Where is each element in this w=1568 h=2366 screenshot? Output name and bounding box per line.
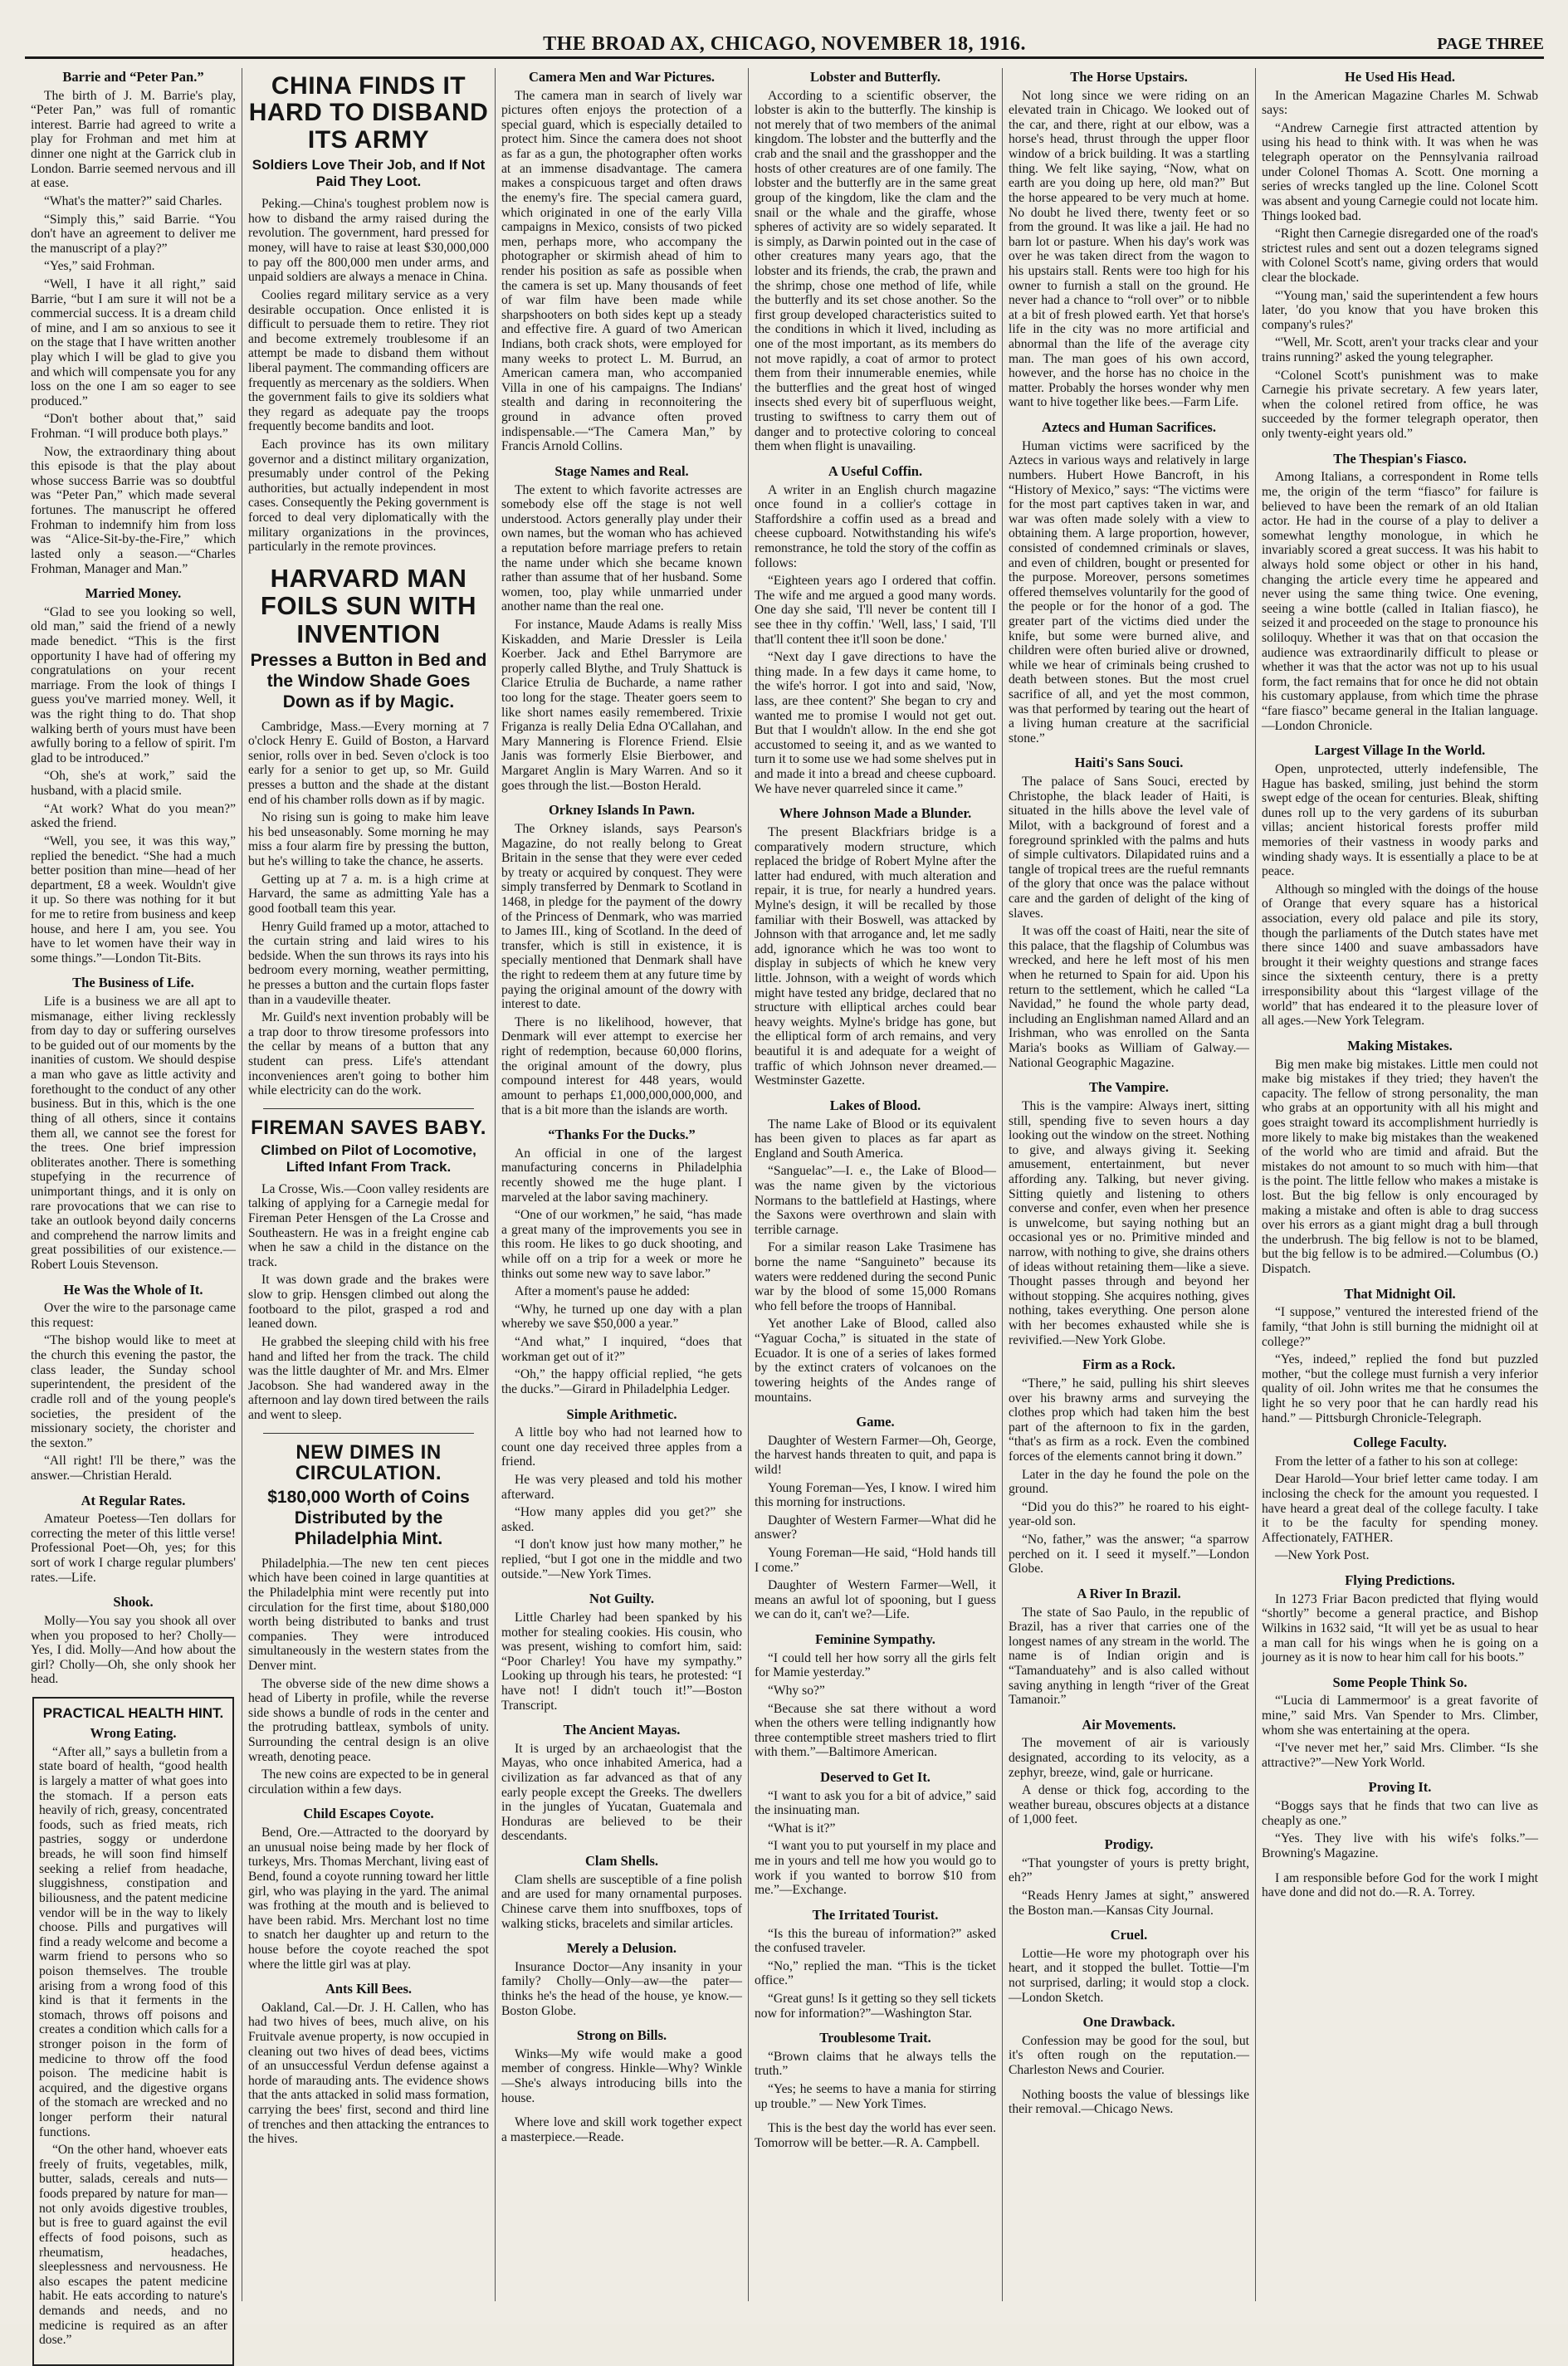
article-paragraph: Confession may be good for the soul, but it's often rough on the reputation.—Charleston News and Courier. xyxy=(1009,2033,1249,2078)
article-paragraph: It is urged by an archaeologist that the Mayas, who once inhabited America, had a civilization as far advanced as that of any early people except the Greeks. The dwellers in the jungles of Yucatan, Guatemala and Honduras are believed to be their descendants. xyxy=(501,1741,742,1844)
story-deck: $180,000 Worth of Coins Distributed by the Philadelphia Mint. xyxy=(267,1488,470,1548)
article-paragraph: For a similar reason Lake Trasimene has borne the name “Sanguineto” because its waters were reddened during the second Punic war by the blood of some 15,000 Romans who fell before the troops of Hannibal. xyxy=(755,1240,996,1313)
article-paragraph: The Orkney islands, says Pearson's Magazine, do not really belong to Great Britain in the sense that they were ever ceded by treaty or acquired by conquest. They were simply transferred by Denmark to Scotland in 1468, in pledge for the payment of the dowry of the Princess of Denmark, who was married to James III., king of Scotland. In the deed of transfer, which is still in existence, it is specially mentioned that Denmark shall have the right to redeem them at any future time by paying the original amount of the dowry with interest to date. xyxy=(501,821,742,1012)
article xyxy=(31,1493,236,1586)
article-paragraph: “I suppose,” ventured the interested friend of the family, “that John is still burning the midnight oil at college?” xyxy=(1262,1305,1538,1349)
article xyxy=(501,1854,742,1931)
story-paragraph: Philadelphia.—The new ten cent pieces which have been coined in large quantities at the Philadelphia mint were recently put into circulation for the first time, about $180,000 worth being distributed to banks and trust companies. They were introduced simultaneously in the western states from the Denver mint. xyxy=(248,1556,489,1673)
story-paragraph: La Crosse, Wis.—Coon valley residents are talking of applying for a Carnegie medal for Fireman Peter Hensgen of the La Crosse and Southeastern. He was in a freight engine cab when he saw a child in the distance on the track. xyxy=(248,1181,489,1269)
article-paragraph: “Right then Carnegie disregarded one of the road's strictest rules and sent out a dozen telegrams signed with Colonel Scott's name, giving orders that would clear the blockade. xyxy=(1262,227,1538,285)
article-paragraph: “Well, you see, it was this way,” replied the benedict. “She had a much better position than mine—head of her department, £8 a week. Wouldn't give it up. So there was nothing for it but for me to retire from business and keep house, and here I am, you see. You have to let women have their way in some things.”—London Tit-Bits. xyxy=(31,833,236,965)
article-paragraph: “Brown claims that he always tells the truth.” xyxy=(755,2049,996,2079)
article-paragraph: Not long since we were riding on an elevated train in Chicago. We looked out of the car, and there, right at our elbow, was a horse's head, thrust through the upper floor window of a brick building. It was a startling thing. We felt like saying, “Now, what on earth are you doing up here, old man?” But the horse appeared to be very much at home. No doubt he lived there, twenty feet or so from the ground. It was like a jail. He had no barn lot or pasture. When his day's work was over he was taken direct from the wagon to his upstairs stall. Rents were too high for his owner to furnish a stall on the ground. He never had a chance to “roll over” or to nibble at a bit of fresh plowed earth. Yet that horse's life in the city was no more artificial and abnormal than the life of the average city man. The man goes of his own accord, however, and the horse has no choice in the matter. Probably the horses wonder why men want to hive together like bees.—Farm Life. xyxy=(1009,88,1249,410)
article-paragraph: “Andrew Carnegie first attracted attention by using his head to think with. It was when he was telegraph operator on the Pennsylvania railroad under Colonel Thomas A. Scott. One morning a series of wrecks tangled up the line. Colonel Scott was absent and young Carnegie could not locate him. Things looked bad. xyxy=(1262,120,1539,223)
article xyxy=(501,1127,742,1396)
article xyxy=(755,1908,996,2021)
article-title: Married Money. xyxy=(85,585,182,602)
article xyxy=(501,1941,742,2018)
story-deck: Climbed on Pilot of Locomotive, Lifted Infant From Track. xyxy=(261,1141,476,1175)
article-paragraph: A dense or thick fog, according to the weather bureau, obscures objects at a distance of 1,000 feet. xyxy=(1009,1783,1249,1827)
article-paragraph: Life is a business we are all apt to mismanage, either living recklessly from day to day or suffering ourselves to be guided out of our moments by the inanities of custom. We should despise a man who gave as little activity and forethought to the conduct of any other business. But in this, which is the one thing of all others, since it contains them all, we cannot see the forest for the trees. One brief impression obliterates another. There is something stupefying in the recurrence of unimportant things, and it is only on rare provocations that we can rise to take an outlook beyond daily concerns and comprehend the narrow limits and great possibilities of our existence.—Robert Louis Stevenson. xyxy=(31,995,236,1273)
story-headline: CHINA FINDS IT HARD TO DISBAND ITS ARMY xyxy=(248,72,489,154)
article xyxy=(755,1632,996,1760)
article-paragraph: “That youngster of yours is pretty bright, eh?” xyxy=(1009,1855,1249,1885)
article-paragraph: After a moment's pause he added: xyxy=(515,1284,691,1299)
story-headline: FIREMAN SAVES BABY. xyxy=(251,1116,486,1139)
article-title: Camera Men and War Pictures. xyxy=(528,69,716,85)
column-3 xyxy=(496,68,748,2310)
article-paragraph: Clam shells are susceptible of a fine polish and are used for many ornamental purposes. Chinese carve them into snuffboxes, tops of walking sticks, bracelets and similar articles. xyxy=(501,1872,742,1931)
article-paragraph: From the letter of a father to his son at college: xyxy=(1275,1454,1518,1469)
article-paragraph: Winks—My wife would make a good member of congress. Hinkle—Why? Winkle—She's always introducing bills into the house. xyxy=(501,2046,742,2105)
article-paragraph: For instance, Maude Adams is really Miss Kiskadden, and Marie Dressler is Leila Koerber. Jack and Ethel Barrymore are properly called Blythe, and Truly Shattuck is Clarice Etrulia de Bucharde, a name rather too long for the stage. Theater goers seem to like short names easily remembered. Trixie Friganza is really Delia Edna O'Callahan, and Mary Mannering is Florence Friend. Elsie Janis was formerly Elsie Bierbower, and Margaret Anglin is Mary Warren. And so it goes through the list.—Boston Herald. xyxy=(501,618,742,793)
masthead-title: THE BROAD AX, CHICAGO, NOVEMBER 18, 1916. xyxy=(543,33,1026,55)
health-hint-title: PRACTICAL HEALTH HINT. xyxy=(42,1704,224,1721)
article-paragraph: “Yes; he seems to have a mania for stirring up trouble.” — New York Times. xyxy=(755,2082,996,2111)
article xyxy=(1009,755,1249,1070)
closing-quote: Nothing boosts the value of blessings like their removal.—Chicago News. xyxy=(1009,2087,1249,2117)
article-title: Clam Shells. xyxy=(584,1853,658,1870)
news-story xyxy=(248,73,489,555)
article-paragraph: “On the other hand, whoever eats freely of fruits, vegetables, milk, butter, salads, cereals and nuts—foods prepared by nature for man—not only avoids digestive troubles, but is free to guard against the evil effects of food poisons, such as rheumatism, headaches, sleeplessness and nervousness. He also escapes the patent medicine habit. He eats according to nature's demands and needs, and no medicine is required as an after dose.” xyxy=(39,2143,227,2348)
article xyxy=(501,70,742,454)
article xyxy=(1009,1080,1249,1347)
article-paragraph: “What is it?” xyxy=(768,1821,836,1836)
article-paragraph: The camera man in search of lively war pictures often enjoys the protection of a special guard, which is especially detailed to protect him. Since the camera does not shoot as far as a gun, the photographer often works at an immense disadvantage. The camera makes a conspicuous target and often draws the enemy's fire. The special camera guard, which originated in one of the early Villa campaigns in Mexico, consists of two picked men, perhaps more, who accompany the photographer or skirmish ahead of him to render his position as safe as possible when the camera is set up. Many thousands of feet of war film have been made while sharpshooters on both sides kept up a steady and effective fire. A guard of two American Indians, both crack shots, were employed for many weeks to protect L. M. Burrud, an American camera man, who accompanied Villa in one of his campaigns. The Indians' stealth and daring in reconnoitering the ground in advance often proved indispensable.—“The Camera Man,” by Francis Arnold Collins. xyxy=(501,88,742,454)
article-paragraph: He was very pleased and told his mother afterward. xyxy=(501,1473,742,1502)
article-paragraph: “Because she sat there without a word when the others were telling indignantly how three contemptible street mashers tried to flirt with them.”—Baltimore American. xyxy=(755,1701,996,1760)
article xyxy=(31,586,236,965)
article-title: Flying Predictions. xyxy=(1345,1572,1455,1589)
article xyxy=(31,975,236,1272)
article xyxy=(501,1407,742,1582)
article-paragraph: “Sanguelac”—I. e., the Lake of Blood—was the name given by the victorious Normans to the battlefield at Hastings, where the Saxons were overthrown and slain with terrible carnage. xyxy=(755,1164,996,1237)
article xyxy=(1262,1287,1538,1426)
closing-quote: I am responsible before God for the work I might have done and did not do.—R. A. Torrey. xyxy=(1262,1870,1538,1900)
article xyxy=(755,1098,996,1405)
article-title: Shook. xyxy=(113,1594,154,1611)
story-paragraph: Getting up at 7 a. m. is a high crime at Harvard, the same as admitting Yale has a good football team this year. xyxy=(248,872,489,916)
article-title: Making Mistakes. xyxy=(1347,1037,1453,1053)
article-title: Haiti's Sans Souci. xyxy=(1074,755,1184,771)
article-paragraph: “Yes,” said Frohman. xyxy=(44,259,155,274)
article-paragraph: A little boy who had not learned how to count one day received three apples from a friend. xyxy=(501,1425,742,1469)
article-paragraph: The state of Sao Paulo, in the republic of Brazil, has a river that carries one of the longest names of any stream in the world. The name is of Indian origin and is “Tamanduatehy” and is also called without saving anything in length “river of the Great Tamanoir.” xyxy=(1009,1605,1249,1708)
article-paragraph: This is the vampire: Always inert, sitting still, spending five to seven hours a day looking out the window on the street. Nothing to give, and always giving it. Seeking amusement, entertainment, but never affording any. Talking, but never giving. Sitting quietly and listening to others converse and confer, even when her presence is unwelcome, but saying nothing but an occasional yes or no. Primitive minded and narrow, with nothing to give, she drains others of ideas without retaining them—like a sieve. Thought passes through and beyond her without stopping. She acquires nothing, gives nothing, takes everything. One person alone with her becomes exhausted while she is revivified.—New York Globe. xyxy=(1009,1098,1249,1347)
article-paragraph: “Why, he turned up one day with a plan whereby we save $50,000 a year.” xyxy=(501,1302,742,1332)
article xyxy=(755,464,996,796)
article-paragraph: Now, the extraordinary thing about this episode is that the play about whose success Barrie was so doubtful was “Peter Pan,” which made several fortunes. The manuscript he offered Frohman to indemnify him from loss was “Alice-Sit-by-the-Fire,” which lasted only a season.—“Charles Frohman, Manager and Man.” xyxy=(31,444,236,576)
article-title: The Irritated Tourist. xyxy=(812,1906,939,1923)
article-paragraph: “Oh,” the happy official replied, “he gets the ducks.”—Girard in Philadelphia Ledger. xyxy=(501,1367,742,1396)
story-headline: NEW DIMES IN CIRCULATION. xyxy=(295,1440,442,1485)
article-paragraph: “No,” replied the man. “This is the ticket office.” xyxy=(755,1958,996,1988)
article-title: A River In Brazil. xyxy=(1077,1585,1181,1601)
story-deck: Presses a Button in Bed and the Window Shade Goes Down as if by Magic. xyxy=(250,651,487,711)
column-1 xyxy=(25,68,242,2348)
article-title: Strong on Bills. xyxy=(576,2027,667,2044)
article-paragraph: “At work? What do you mean?” asked the friend. xyxy=(31,801,236,831)
article-paragraph: Big men make big mistakes. Little men could not make big mistakes if they tried; they haven't the capacity. The fellow of strong personality, the man who grabs at an opportunity with all his might and goes straight toward its accomplishment hurriedly is more likely to make big mistakes than the weakened of the world who are timid and afraid. But the mistakes do not amount to so much with him—that is the point. The little fellow who makes a mistake is lost. But the big fellow is only encouraged by making a mistake and often is able to drag success over his errors as a giant might drag a bull through the underbrush. The big fellow is not to be blamed, but the big fellow is to be admired.—Columbus (O.) Dispatch. xyxy=(1262,1057,1538,1277)
article xyxy=(755,806,996,1088)
article-title: He Used His Head. xyxy=(1345,69,1455,85)
article-paragraph: “'Lucia di Lammermoor' is a great favorite of mine,” said Mrs. Van Spender to Mrs. Climber, whom she was entertaining at the opera. xyxy=(1262,1694,1538,1738)
article-paragraph: “I don't know just how many mother,” he replied, “but I got one in the middle and two outside.”—New York Times. xyxy=(501,1537,742,1581)
article-title: Child Escapes Coyote. xyxy=(303,1806,434,1822)
article-title: Troublesome Trait. xyxy=(819,2030,931,2046)
article-paragraph: “I could tell her how sorry all the girls felt for Mamie yesterday.” xyxy=(755,1650,996,1680)
article xyxy=(1262,70,1538,442)
article-title: “Thanks For the Ducks.” xyxy=(548,1127,696,1143)
article-paragraph: “Don't bother about that,” said Frohman. “I will produce both plays.” xyxy=(31,412,236,442)
article-paragraph: “All right! I'll be there,” was the answer.—Christian Herald. xyxy=(31,1454,236,1483)
article-title: The Horse Upstairs. xyxy=(1070,69,1188,85)
article-paragraph: Little Charley had been spanked by his mother for stealing cookies. His cousin, who was present, wishing to comfort him, said: “Poor Charley! You have my sympathy.” Looking up through his tears, he protested: “I have not! I didn't touch it!”—Boston Transcript. xyxy=(501,1610,742,1713)
column-2 xyxy=(242,68,495,2310)
article-title: Where Johnson Made a Blunder. xyxy=(779,805,972,822)
article xyxy=(1009,1718,1249,1827)
article-paragraph: It was off the coast of Haiti, near the site of this palace, that the flagship of Columbus was wrecked, and here he left most of his men when he returned to Spain for aid. Upon his return to the settlement, which he called “La Navidad,” he found the whole party dead, including an Englishman named Allard and an Irishman, who was enrolled on the Santa Maria's books as William of Galway.—National Geographic Magazine. xyxy=(1009,924,1249,1070)
article xyxy=(1009,1837,1249,1918)
article-paragraph: Daughter of Western Farmer—What did he answer? xyxy=(755,1513,996,1542)
article xyxy=(755,1770,996,1898)
column-4 xyxy=(749,68,1002,2310)
article-paragraph: “I want to ask you for a bit of advice,” said the insinuating man. xyxy=(755,1788,996,1818)
article-paragraph: “The bishop would like to meet at the church this evening the pastor, the class leader, the Sunday school superintendent, the president of the cradle roll and of the young people's societies, the president of the missionary society, the chorister and the sexton.” xyxy=(31,1333,236,1450)
article-paragraph: In 1273 Friar Bacon predicted that flying would “shortly” become a general practice, and Bishop Wilkins in 1632 said, “It will yet be as usual to hear a man call for his wings when he is going on a journey as it is now to hear him call for his boots.” xyxy=(1262,1591,1538,1665)
divider xyxy=(263,1433,474,1434)
article-paragraph: “Great guns! Is it getting so they sell tickets now for information?”—Washington Star. xyxy=(755,1991,996,2021)
article-paragraph: “'Well, Mr. Scott, aren't your tracks clear and your trains running?' asked the young telegrapher. xyxy=(1262,335,1538,364)
article-title: At Regular Rates. xyxy=(81,1492,186,1508)
article-paragraph: Among Italians, a correspondent in Rome tells me, the origin of the term “fiasco” for failure is believed to have been the remark of an old Italian actor. He had in the course of a play to deliver a somewhat lengthy monologue, in which he invariably scored a great success. It was his habit to always hold some object or other in his hand, changing the article every time he appeared and never using the same thing twice. One evening, seeing a wine bottle (called in Italian fiasco), he seized it and proceeded on the stage to pronounce his soliloquy. Whether it was that on that occasion the audience was extraordinarily difficult to please or whether it was that the actor was not up to his usual form, the fact remains that for once he did not obtain his customary applause, from which time the phrase “fare fiasco” became general in the Italian language.—London Chronicle. xyxy=(1262,470,1538,733)
article-paragraph: —New York Post. xyxy=(1275,1548,1370,1563)
article-paragraph: “No, father,” was the answer; “a sparrow perched on it. I seed it myself.”—London Globe. xyxy=(1009,1533,1249,1577)
article-paragraph: Yet another Lake of Blood, called also “Yaguar Cocha,” is situated in the state of Ecuador. It is one of a series of lakes formed by the extinct craters of volcanoes on the towering heights of the Andes range of mountains. xyxy=(755,1317,996,1405)
article-paragraph: The extent to which favorite actresses are somebody else off the stage is not well understood. Actors generally play under their own names, but the woman who has achieved a reputation before marriage prefers to retain the name under which she became known rather than assume that of her husband. Some women, too, play while unmarried under another name than the real one. xyxy=(501,482,742,614)
article-paragraph: Daughter of Western Farmer—Oh, George, the harvest hands threaten to quit, and papa is wild! xyxy=(755,1433,996,1477)
story-paragraph: He grabbed the sleeping child with his free hand and lifted her from the track. The child was the little daughter of Mr. and Mrs. Elmer Jacobson. She had wandered away in the afternoon and lay down tired between the rails and went to sleep. xyxy=(248,1334,489,1422)
article-paragraph: “Eighteen years ago I ordered that coffin. The wife and me argued a good many words. One day she said, 'I'll never be content till I see thee in thy coffin.' 'Well, lass,' I said, 'I'll that'll content thee it'll soon be done.' xyxy=(755,574,996,647)
article-title: Barrie and “Peter Pan.” xyxy=(62,69,204,85)
closing-quote: Where love and skill work together expect a masterpiece.—Reade. xyxy=(501,2115,742,2144)
article-paragraph: The name Lake of Blood or its equivalent has been given to places as far apart as England and South America. xyxy=(755,1117,996,1161)
article xyxy=(1262,1039,1538,1277)
article-paragraph: “There,” he said, pulling his shirt sleeves over his brawny arms and surveying the clothes prop which had taken him the best part of the afternoon to fix in the garden, “that's as firm as a rock. Even the combined forces of the elements cannot bring it down.” xyxy=(1009,1376,1249,1464)
article-paragraph: “How many apples did you get?” she asked. xyxy=(501,1505,742,1534)
article xyxy=(1009,1357,1249,1577)
story-deck: Soldiers Love Their Job, and If Not Paid They Loot. xyxy=(252,157,486,190)
story-paragraph: Each province has its own military governor and a distinct military organization, presumably under control of the Peking authorities, but actually independent in most cases. Consequently the Peking government is forced to deal very diplomatically with the military organizations in the provinces, particularly in the remote provinces. xyxy=(248,438,489,555)
article-paragraph: “Simply this,” said Barrie. “You don't have an agreement to deliver me the manuscript of a play?” xyxy=(31,212,236,256)
closing-quote: This is the best day the world has ever seen. Tomorrow will be better.—R. A. Campbell. xyxy=(755,2121,996,2150)
article-paragraph: “I want you to put yourself in my place and me in yours and tell me how you would go to work if you wanted to borrow $10 from me.”—Exchange. xyxy=(755,1839,996,1898)
article-paragraph: Oakland, Cal.—Dr. J. H. Callen, who has had two hives of bees, much alive, on his Fruitvale avenue property, is now occupied in cleaning out two hives of dead bees, victims of an unsuccessful Verdun defense against a horde of marauding ants. The evidence shows that the ants attacked in solid mass formation, carrying the bees' first, second and third line of trenches and then attacking the entrances to the hives. xyxy=(248,2000,489,2147)
article xyxy=(1009,1928,1249,2005)
article-paragraph: Human victims were sacrificed by the Aztecs in various ways and relatively in large numbers. Hubert Howe Bancroft, in his “History of Mexico,” says: “The victims were for the most part captives taken in war, and war was often made solely with a view to obtaining them. A large proportion, however, consisted of condemned criminals or slaves, and even of children, bought or presented for the purpose. Moreover, persons sometimes offered themselves voluntarily for the good of the people or for the honor of a god. The greater part of the victims died under the knife, but some were burned alive, and children were often buried alive or drowned, while we hear of criminals being crushed to death between stones. But the most cruel sacrifice of all, and yet the most common, was that performed by tearing out the heart of a living human creature at the sacrificial stone.” xyxy=(1009,438,1249,745)
article-title: Orkney Islands In Pawn. xyxy=(548,802,696,819)
article xyxy=(31,1595,236,1687)
article-paragraph: “Oh, she's at work,” said the husband, with a placid smile. xyxy=(31,769,236,799)
article-title: Air Movements. xyxy=(1082,1716,1176,1733)
article xyxy=(755,2031,996,2111)
story-headline: HARVARD MAN FOILS SUN WITH INVENTION xyxy=(260,563,477,648)
article-paragraph: “Is this the bureau of information?” asked the confused traveler. xyxy=(755,1926,996,1956)
article xyxy=(1262,1675,1538,1771)
story-paragraph: Cambridge, Mass.—Every morning at 7 o'clock Henry E. Guild of Boston, a Harvard senior, rolls over in bed. Seven o'clock is too early for a senior to get up, so Mr. Guild presses a button and the shade at the distant end of his chamber rolls down as if by magic. xyxy=(248,719,489,807)
article-paragraph: There is no likelihood, however, that Denmark will ever attempt to exercise her right of redemption, because 60,000 florins, the original amount of the dowry, plus compound interest for 448 years, would amount to perhaps £1,000,000,000,000, and that is a bit more than the islands are worth. xyxy=(501,1014,742,1117)
news-story xyxy=(248,1117,489,1423)
article-title: Ants Kill Bees. xyxy=(325,1981,413,1997)
article-paragraph: Young Foreman—He said, “Hold hands till I come.” xyxy=(755,1546,996,1575)
article xyxy=(501,1591,742,1713)
column-6 xyxy=(1256,68,1544,2310)
article-paragraph: Later in the day he found the pole on the ground. xyxy=(1009,1467,1249,1497)
news-story xyxy=(248,1442,489,1797)
article-paragraph: Insurance Doctor—Any insanity in your family? Cholly—Only—aw—the pater—thinks he's the head of the house, ye know.—Boston Globe. xyxy=(501,1959,742,2018)
article-title: Proving It. xyxy=(1368,1779,1432,1796)
article-paragraph: “Why so?” xyxy=(768,1683,825,1698)
article-title: Wrong Eating. xyxy=(90,1725,177,1742)
article xyxy=(1009,1586,1249,1708)
article-title: The Vampire. xyxy=(1089,1079,1169,1096)
article-title: Firm as a Rock. xyxy=(1082,1357,1175,1373)
article-paragraph: The birth of J. M. Barrie's play, “Peter Pan,” was full of romantic interest. Barrie had agreed to write a play for Frohman and met him at dinner one night at the Garrick club in London. Barrie seemed nervous and ill at ease. xyxy=(31,88,236,191)
article-paragraph: The present Blackfriars bridge is a comparatively modern structure, which replaced the bridge of Robert Mylne after the latter had endured, with much alteration and repair, it is true, for nearly a hundred years. Mylne's design, it will be recalled by those familiar with their Boswell, was attacked by Johnson with that arrogance and, let me sadly add, ignorance which he was too wont to display in subjects of which he knew very little. Johnson, with a weight of words which might have tested any bridge, declared that no structure with elliptical arches could bear heavy weights. Mylne's bridge has gone, but the elliptical form of arch remains, and very beautiful it is and adequate for a weight of traffic of which Johnson never dreamed.—Westminster Gazette. xyxy=(755,824,996,1088)
article-title: Prodigy. xyxy=(1104,1836,1154,1853)
article-paragraph: “Yes. They live with his wife's folks.”—Browning's Magazine. xyxy=(1262,1831,1538,1860)
article xyxy=(755,70,996,454)
article xyxy=(31,1283,236,1484)
article-paragraph: “Boggs says that he finds that two can live as cheaply as one.” xyxy=(1262,1799,1538,1828)
article-paragraph: Molly—You say you shook all over when you proposed to her? Cholly—Yes, I did. Molly—And how about the girl? Cholly—Oh, she only shook her head. xyxy=(31,1613,236,1687)
article-paragraph: Bend, Ore.—Attracted to the dooryard by an unusual noise being made by her flock of turkeys, Mrs. Thomas Merchant, living east of Bend, found a coyote running toward her little girl, who was playing in the yard. The animal was frothing at the mouth and is believed to have been rabid. Mrs. Merchant lost no time to snatch her daughter up and return to the house before the coyote reached the spot where the little girl was at play. xyxy=(248,1826,489,1972)
article xyxy=(1262,1780,1538,1860)
article-paragraph: “I've never met her,” said Mrs. Climber. “Is she attractive?”—New York World. xyxy=(1262,1741,1538,1770)
article-title: Largest Village In the World. xyxy=(1314,742,1486,759)
story-paragraph: Mr. Guild's next invention probably will be a trap door to throw tiresome professors into the cellar by means of a button that any student can press. Life's attendant inconveniences aren't going to bother him while electricity can do the work. xyxy=(248,1010,489,1098)
story-paragraph: Coolies regard military service as a very desirable occupation. Once enlisted it is difficult to persuade them to retire. They riot and become extremely troublesome if an attempt be made to disband them without liberal payment. The commanding officers are frequently as mercenary as the soldiers. When the government fails to give its soldiers what they regard as adequate pay the troops frequently become bandits and loot. xyxy=(248,287,489,434)
column-5 xyxy=(1003,68,1255,2310)
article-paragraph: The movement of air is variously designated, according to its velocity, as a zephyr, breeze, wind, gale or hurricane. xyxy=(1009,1736,1249,1780)
article xyxy=(501,1723,742,1844)
story-paragraph: The new coins are expected to be in general circulation within a few days. xyxy=(248,1767,489,1796)
article-paragraph: “And what,” I inquired, “does that workman get out of it?” xyxy=(501,1335,742,1364)
article xyxy=(31,70,236,576)
article xyxy=(1009,2015,1249,2077)
masthead xyxy=(25,32,1544,59)
article-paragraph: According to a scientific observer, the lobster is akin to the butterfly. The kinship is not merely that of two members of the animal kingdom. The lobster and the butterfly and the crab and the snail and the grasshopper and the hosts of other creatures are of one family. The lobster and the butterfly are in the same great group of the kingdom, like the clam and the snail or the whale and the giraffe, whose spheres of activity are so widely separated. It is simply, as Darwin pointed out in the case of other creatures many years ago, that the lobster and its friends, the crab, the prawn and the shrimp, chose one method of life, while the butterfly and its set chose another. So the first group developed characteristics suited to the conditions in which it lived, including as one of the most important, as its members do not move rapidly, a coat of armor to protect them from their innumerable enemies, while the butterflies and the great host of winged insects shed every bit of superfluous weight, trusting to swiftness to carry them out of danger and to protective coloring to conceal them when flight is unavailing. xyxy=(755,88,996,454)
article xyxy=(1009,420,1249,745)
article-title: Some People Think So. xyxy=(1332,1674,1468,1690)
article-paragraph: “Colonel Scott's punishment was to make Carnegie his private secretary. A few years later, when the colonel retired from office, he was succeeded by the former telegraph operator, then only twenty-eight years old.” xyxy=(1262,368,1538,442)
article-paragraph: A writer in an English church magazine once found in a collier's cottage in Staffordshire a coffin used as a bread and cheese cupboard. Notwithstanding his wife's remonstrance, he told the story of the coffin as follows: xyxy=(755,482,996,570)
story-paragraph: It was down grade and the brakes were slow to grip. Hensgen climbed out along the footboard to the pilot, grasped a rod and leaned down. xyxy=(248,1273,489,1332)
news-story xyxy=(248,565,489,1098)
article-title: That Midnight Oil. xyxy=(1344,1285,1456,1302)
article-paragraph: “What's the matter?” said Charles. xyxy=(44,193,222,208)
article-title: One Drawback. xyxy=(1082,2014,1175,2031)
article-title: Not Guilty. xyxy=(589,1591,654,1607)
article-title: Stage Names and Real. xyxy=(554,462,689,479)
article-paragraph: The palace of Sans Souci, erected by Christophe, the black leader of Haiti, is situated in the hills above the level vale of Milot, with a background of forest and a foreground sprinkled with the palms and huts of simple cultivators. Dilapidated ruins and a tangle of tropical trees are the rueful remnants of the glory that once was the palace without care and the garden of delight of the king of slaves. xyxy=(1009,775,1249,921)
article-title: Aztecs and Human Sacrifices. xyxy=(1042,419,1216,436)
article-paragraph: “Next day I gave directions to have the thing made. In a few days it came home, to the wife's horror. I got into and said, 'Now, lass, are thee content?' She began to cry and wanted me to promise I would not get out. But that I wouldn't allow. In the end she got accustomed to seeing it, and as we wanted to turn it to some use we had some shelves put in and made it into a bread and cheese cupboard. We have never quarreled since it came.” xyxy=(755,650,996,796)
article-title: The Thespian's Fiasco. xyxy=(1333,450,1467,467)
article xyxy=(39,1726,227,2348)
article-title: He Was the Whole of It. xyxy=(63,1281,203,1298)
article xyxy=(1262,1435,1538,1563)
article-title: The Ancient Mayas. xyxy=(563,1722,681,1738)
article xyxy=(1262,743,1538,1029)
article-paragraph: “One of our workmen,” he said, “has made a great many of the improvements you see in this room. He likes to go duck shooting, and while off on a trip for a week or more he thinks out some new way to save labor.” xyxy=(501,1208,742,1281)
article-paragraph: “Glad to see you looking so well, old man,” said the friend of a newly made benedict. “This is the first opportunity I have had of offering my congratulations on your recent marriage. From the look of things I guess you've married money. Well, it was the right thing to do. That shop walking berth of yours must have been awfully boring to a fellow of spirit. I'm glad to be introduced.” xyxy=(31,604,236,765)
article-paragraph: “Did you do this?” he roared to his eight-year-old son. xyxy=(1009,1499,1249,1529)
article-title: Game. xyxy=(856,1414,895,1430)
article-paragraph: Open, unprotected, utterly indefensible, The Hague has basked, smiling, just behind the storm swept edge of the ocean for centuries. Bleak, shifting dunes roll up to the very gardens of its suburban villas; ancient historical forests proffer mild memories of their vastness in woody parks and winding shady ways. It is essentially a place to be at peace. xyxy=(1262,761,1538,879)
article-paragraph: “Yes, indeed,” replied the fond but puzzled mother, “but the college must furnish a very inferior quality of oil. John writes me that he consumes the light he so very poor that he can hardly read his hand.” — Pittsburgh Chronicle-Telegraph. xyxy=(1262,1352,1538,1425)
article-paragraph: “'Young man,' said the superintendent a few hours later, 'do you know that you have broken this company's rules?' xyxy=(1262,288,1538,332)
article xyxy=(501,803,742,1117)
story-paragraph: No rising sun is going to make him leave his bed unseasonably. Some morning he may miss a four alarm fire by pressing the button, but he's willing to take the chance, he asserts. xyxy=(248,810,489,869)
article-paragraph: An official in one of the largest manufacturing concerns in Philadelphia recently showed me the huge plant. I marveled at the labor saving machinery. xyxy=(501,1146,742,1205)
article xyxy=(248,1806,489,1972)
article-paragraph: Young Foreman—Yes, I know. I wired him this morning for instructions. xyxy=(755,1480,996,1510)
health-hint-box xyxy=(32,1697,234,2366)
article-paragraph: Dear Harold—Your brief letter came today. I am inclosing the check for the amount you requested. I have heard a great deal of the college faculty. I take it to be the faculty for spending money. Affectionately, FATHER. xyxy=(1262,1472,1538,1545)
story-paragraph: Henry Guild framed up a motor, attached to the curtain string and laid wires to his bedside. When the sun throws its rays into his bedroom every morning, weather permitting, he presses a button and the curtain flops faster than in a vaudeville theater. xyxy=(248,919,489,1007)
article xyxy=(501,464,742,793)
article xyxy=(755,1415,996,1622)
article-title: Merely a Delusion. xyxy=(566,1940,677,1957)
article-title: A Useful Coffin. xyxy=(828,462,923,479)
article-paragraph: Amateur Poetess—Ten dollars for correcting the meter of this little verse! Professional Poet—Oh, yes; for this sort of work I charge regular plumbers' rates.—Life. xyxy=(31,1512,236,1585)
story-paragraph: Peking.—China's toughest problem now is how to disband the army raised during the revolution. The government, hard pressed for money, will have to raise at least $30,000,000 to pay off the 800,000 men under arms, and unpaid soldiers are always a menace in China. xyxy=(248,197,489,285)
article-title: Lakes of Blood. xyxy=(829,1097,921,1113)
article-paragraph: In the American Magazine Charles M. Schwab says: xyxy=(1262,88,1538,118)
article-title: Cruel. xyxy=(1110,1927,1148,1943)
article-title: Simple Arithmetic. xyxy=(566,1405,677,1422)
article xyxy=(1009,70,1249,410)
page-number: PAGE THREE xyxy=(1437,35,1544,53)
divider xyxy=(263,1108,474,1109)
article xyxy=(248,1982,489,2147)
story-paragraph: The obverse side of the new dime shows a head of Liberty in profile, while the reverse side shows a bundle of rods in the center and the protruding battleax, symbols of unity. Surrounding the central design is an olive wreath, denoting peace. xyxy=(248,1676,489,1764)
article-paragraph: Lottie—He wore my photograph over his heart, and it stopped the bullet. Tottie—I'm not surprised, darling; it would stop a clock.—London Sketch. xyxy=(1009,1946,1249,2005)
article-title: Deserved to Get It. xyxy=(820,1769,931,1785)
article-paragraph: “Well, I have it all right,” said Barrie, “but I am sure it will not be a commercial success. It is a dream child of mine, and I am so anxious to see it on the stage that I have written another play which I will be glad to give you and which will compensate you for any loss on the one I am so eager to see produced.” xyxy=(31,276,236,408)
article-paragraph: Although so mingled with the doings of the house of Orange that every square has a historical association, every old palace and pile its story, though the parliaments of the Dutch states have met there since 1400 and suave ambassadors have brought it their weighty questions and strange faces since the sixteenth century, there is a pretty irresponsibility about this “largest village of the world” that has endeared it to the pleasure lover of all ages.—New York Telegram. xyxy=(1262,882,1538,1029)
article xyxy=(501,2028,742,2105)
article-title: Feminine Sympathy. xyxy=(815,1631,935,1648)
article-paragraph: Over the wire to the parsonage came this request: xyxy=(31,1301,236,1330)
article-title: Lobster and Butterfly. xyxy=(810,69,940,85)
article-paragraph: “Reads Henry James at sight,” answered the Boston man.—Kansas City Journal. xyxy=(1009,1888,1249,1918)
article-title: College Faculty. xyxy=(1353,1435,1447,1451)
article-paragraph: Daughter of Western Farmer—Well, it means an awful lot of spooning, but I guess we can do it, can't we?—Life. xyxy=(755,1578,996,1622)
article-title: The Business of Life. xyxy=(72,975,194,991)
article xyxy=(1262,452,1538,734)
article xyxy=(1262,1573,1538,1665)
article-paragraph: “After all,” says a bulletin from a state board of health, “good health is largely a matter of what goes into the stomach. If a person eats heavily of rich, greasy, concentrated foods, such as fried meats, rich pastries, soggy or underdone breads, he will soon find himself seeking a relief from headache, sluggishness, constipation and biliousness, and the patent medicine vendor will be in the way to likely choose. Pills and purgatives will find a ready welcome and become a warm friend to persons who so poison themselves. The trouble arising from a wrong food of this kind is that it ferments in the stomach, throws off poisons and creates a condition which calls for a stronger poison in the form of medicine to throw off the food poison. The medicine habit is acquired, and the digestive organs of the stomach are wrecked and no longer perform their natural functions. xyxy=(39,1744,227,2139)
